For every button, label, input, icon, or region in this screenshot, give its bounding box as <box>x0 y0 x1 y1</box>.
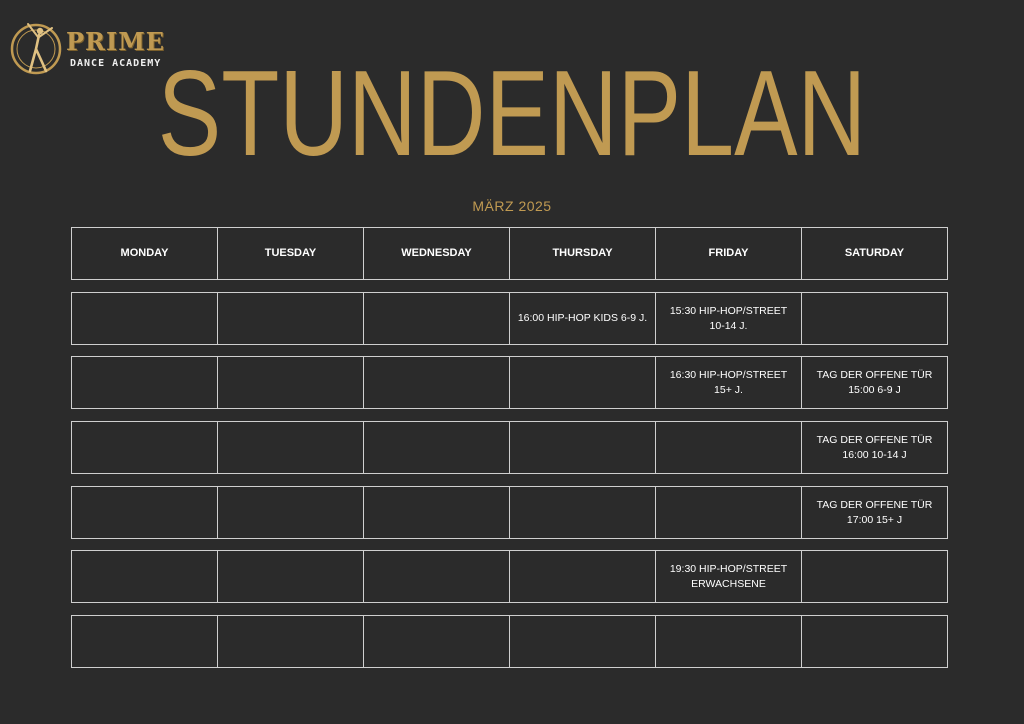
schedule-row <box>71 550 953 603</box>
schedule-row <box>71 421 953 474</box>
schedule-row <box>71 486 953 539</box>
schedule-cell <box>363 486 510 539</box>
logo-subtitle: DANCE ACADEMY <box>70 58 162 69</box>
schedule-cell <box>217 486 364 539</box>
schedule-cell: TAG DER OFFENE TÜR 17:00 15+ J <box>801 486 948 539</box>
schedule-row <box>71 615 953 668</box>
schedule-cell <box>801 292 948 345</box>
schedule-cell <box>71 356 218 409</box>
schedule-cell: 19:30 HIP-HOP/STREET ERWACHSENE <box>655 550 802 603</box>
schedule-cell <box>801 615 948 668</box>
schedule-cell <box>509 615 656 668</box>
schedule-cell <box>217 550 364 603</box>
schedule-cell <box>655 421 802 474</box>
schedule-cell <box>801 550 948 603</box>
schedule-header-row <box>71 227 953 280</box>
schedule-cell <box>509 550 656 603</box>
schedule-cell <box>217 292 364 345</box>
day-header-saturday: SATURDAY <box>801 227 948 280</box>
schedule-cell <box>363 292 510 345</box>
schedule-cell <box>71 486 218 539</box>
schedule-cell <box>363 550 510 603</box>
dancer-emblem-icon <box>6 16 68 80</box>
schedule-cell <box>509 486 656 539</box>
day-header-wednesday: WEDNESDAY <box>363 227 510 280</box>
schedule-cell: TAG DER OFFENE TÜR 15:00 6-9 J <box>801 356 948 409</box>
schedule-row <box>71 356 953 409</box>
schedule-cell <box>509 356 656 409</box>
schedule-cell <box>655 615 802 668</box>
schedule-cell <box>71 292 218 345</box>
schedule-cell: TAG DER OFFENE TÜR 16:00 10-14 J <box>801 421 948 474</box>
schedule-cell <box>217 356 364 409</box>
month-label: MÄRZ 2025 <box>472 198 552 214</box>
schedule-cell <box>509 421 656 474</box>
logo-title: PRIME <box>66 27 166 56</box>
schedule-cell <box>71 421 218 474</box>
schedule-cell <box>71 615 218 668</box>
schedule-cell <box>363 356 510 409</box>
schedule-cell <box>71 550 218 603</box>
day-header-friday: FRIDAY <box>655 227 802 280</box>
schedule-cell <box>217 421 364 474</box>
schedule-cell <box>655 486 802 539</box>
schedule-cell: 16:30 HIP-HOP/STREET 15+ J. <box>655 356 802 409</box>
day-header-tuesday: TUESDAY <box>217 227 364 280</box>
day-header-thursday: THURSDAY <box>509 227 656 280</box>
schedule-cell <box>363 421 510 474</box>
schedule-cell <box>363 615 510 668</box>
schedule-cell <box>217 615 364 668</box>
day-header-monday: MONDAY <box>71 227 218 280</box>
page-title: STUNDENPLAN <box>157 45 867 181</box>
schedule-row <box>71 292 953 345</box>
schedule-cell: 15:30 HIP-HOP/STREET 10-14 J. <box>655 292 802 345</box>
schedule-cell: 16:00 HIP-HOP KIDS 6-9 J. <box>509 292 656 345</box>
